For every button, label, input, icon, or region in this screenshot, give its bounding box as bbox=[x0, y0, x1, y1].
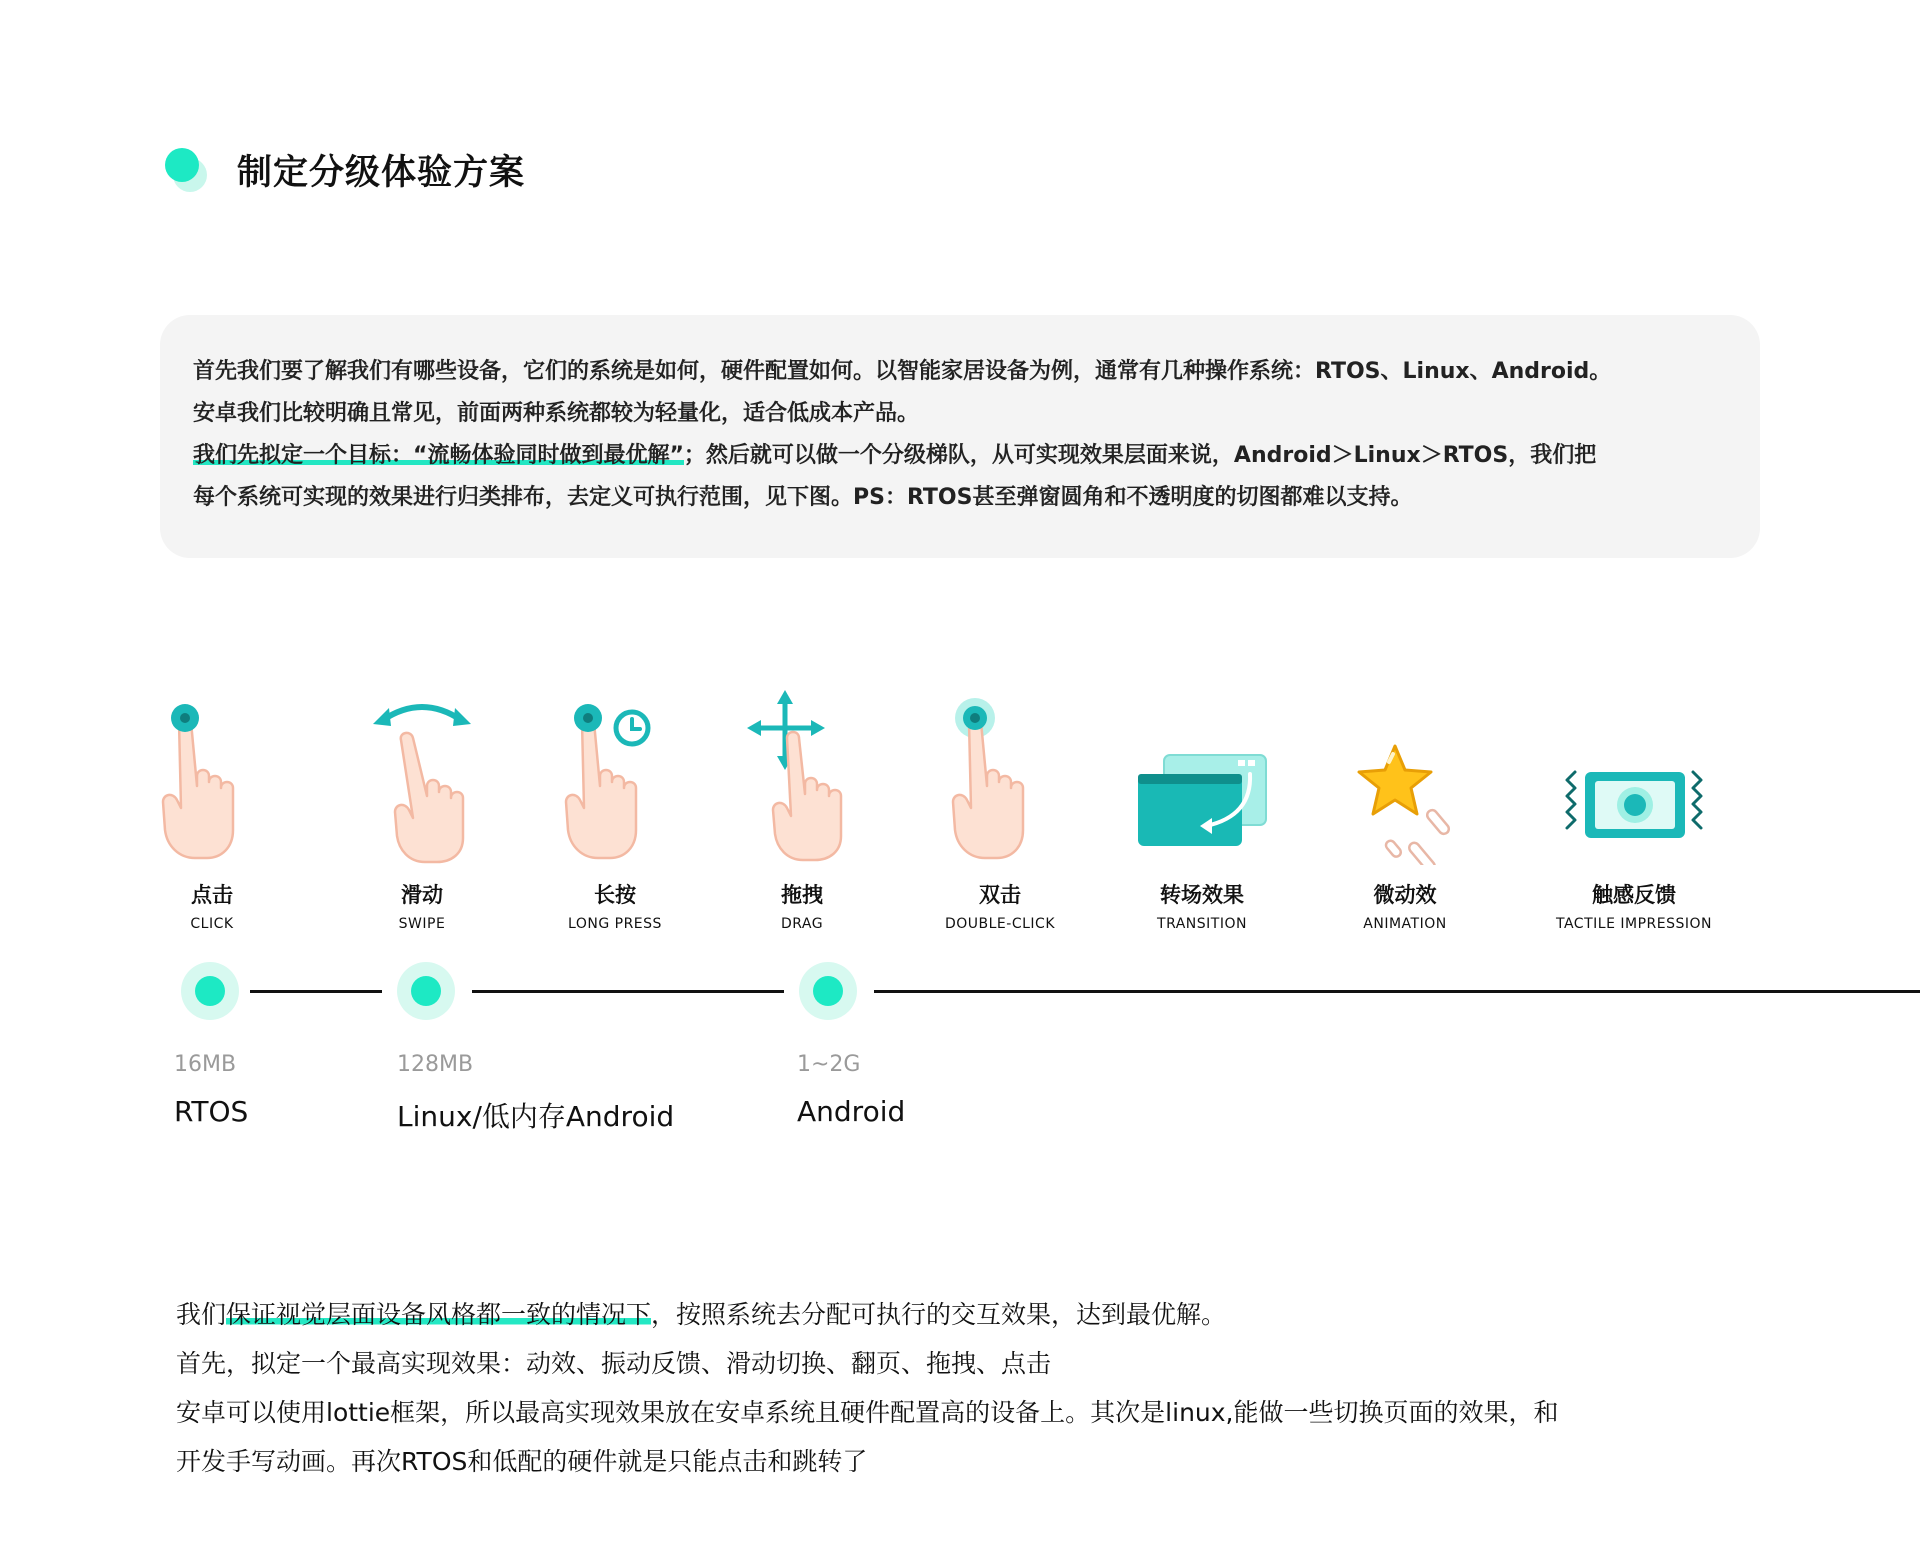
interaction-drag bbox=[702, 690, 902, 933]
interaction-en: DOUBLE-CLICK bbox=[944, 916, 1055, 932]
timeline-node bbox=[799, 962, 857, 1020]
interaction-cn: 点击 bbox=[191, 883, 233, 907]
drag-hand-icon bbox=[747, 690, 857, 865]
summary-line-1-pre: 我们 bbox=[176, 1300, 227, 1329]
interaction-tactile bbox=[1534, 690, 1734, 933]
interaction-animation bbox=[1305, 690, 1505, 933]
tier-system: Linux/低内存Android bbox=[397, 1100, 675, 1133]
intro-line-4: 每个系统可实现的效果进行归类排布，去定义可执行范围，见下图。PS：RTOS甚至弹窗圆角和不透明度的切图都难以支持。 bbox=[193, 485, 1413, 510]
summary-line-1 bbox=[176, 1290, 1826, 1339]
tier-memory: 1~2G bbox=[797, 1052, 861, 1077]
intro-line-3-rest: ；然后就可以做一个分级梯队，从可实现效果层面来说，Android＞Linux＞RTOS，我们把 bbox=[683, 443, 1597, 468]
interaction-cn: 微动效 bbox=[1373, 883, 1437, 907]
summary-line-2: 首先，拟定一个最高实现效果：动效、振动反馈、滑动切换、翻页、拖拽、点击 bbox=[176, 1349, 1052, 1378]
vibration-device-icon bbox=[1559, 690, 1709, 865]
title-dot-icon bbox=[165, 148, 209, 192]
section-title: 制定分级体验方案 bbox=[237, 153, 526, 193]
interaction-icon-row bbox=[0, 690, 1920, 950]
timeline-node bbox=[181, 962, 239, 1020]
transition-windows-icon bbox=[1132, 690, 1272, 865]
long-press-hand-icon bbox=[560, 690, 670, 865]
interaction-cn: 转场效果 bbox=[1160, 883, 1244, 907]
interaction-en: SWIPE bbox=[398, 916, 446, 932]
summary-highlight: 保证视觉层面设备风格都一致的情况下 bbox=[226, 1300, 652, 1329]
tap-hand-icon bbox=[157, 690, 267, 865]
intro-line-1: 首先我们要了解我们有哪些设备，它们的系统是如何，硬件配置如何。以智能家居设备为例，通常有几种操作系统：RTOS、Linux、Android。 bbox=[193, 359, 1612, 384]
double-tap-hand-icon bbox=[945, 690, 1055, 865]
interaction-double-click bbox=[900, 690, 1100, 933]
interaction-swipe bbox=[322, 690, 522, 933]
interaction-en: LONG PRESS bbox=[568, 916, 662, 932]
tier-memory: 128MB bbox=[397, 1052, 474, 1077]
swipe-hand-icon bbox=[367, 690, 477, 865]
summary-text bbox=[176, 1290, 1826, 1486]
tier-system: Android bbox=[797, 1095, 906, 1128]
interaction-transition bbox=[1102, 690, 1302, 933]
section-header bbox=[165, 140, 525, 200]
intro-box bbox=[160, 315, 1760, 558]
timeline-segment bbox=[250, 990, 382, 993]
interaction-en: ANIMATION bbox=[1363, 916, 1447, 932]
interaction-en: DRAG bbox=[780, 916, 824, 932]
tier-memory: 16MB bbox=[174, 1052, 237, 1077]
summary-line-3: 安卓可以使用lottie框架，所以最高实现效果放在安卓系统且硬件配置高的设备上。其次是linux,能做一些切换页面的效果，和 bbox=[176, 1398, 1559, 1427]
timeline-segment bbox=[874, 990, 1920, 993]
interaction-cn: 拖拽 bbox=[781, 883, 823, 907]
interaction-cn: 触感反馈 bbox=[1592, 883, 1676, 907]
intro-line-3 bbox=[193, 435, 1730, 477]
interaction-en: CLICK bbox=[190, 916, 234, 932]
interaction-cn: 双击 bbox=[979, 883, 1021, 907]
star-animation-icon bbox=[1345, 690, 1465, 865]
interaction-en: TACTILE IMPRESSION bbox=[1556, 916, 1712, 932]
interaction-long-press bbox=[515, 690, 715, 933]
interaction-en: TRANSITION bbox=[1157, 916, 1247, 932]
summary-line-1-post: ，按照系统去分配可执行的交互效果，达到最优解。 bbox=[651, 1300, 1227, 1329]
tier-system: RTOS bbox=[174, 1095, 249, 1128]
timeline-segment bbox=[472, 990, 784, 993]
interaction-click bbox=[112, 690, 312, 933]
timeline-node bbox=[397, 962, 455, 1020]
intro-line-2: 安卓我们比较明确且常见，前面两种系统都较为轻量化，适合低成本产品。 bbox=[193, 401, 920, 426]
interaction-cn: 长按 bbox=[594, 883, 636, 907]
interaction-cn: 滑动 bbox=[401, 883, 443, 907]
summary-line-4: 开发手写动画。再次RTOS和低配的硬件就是只能点击和跳转了 bbox=[176, 1447, 868, 1476]
intro-goal-highlight: 我们先拟定一个目标：“流畅体验同时做到最优解” bbox=[193, 443, 684, 468]
